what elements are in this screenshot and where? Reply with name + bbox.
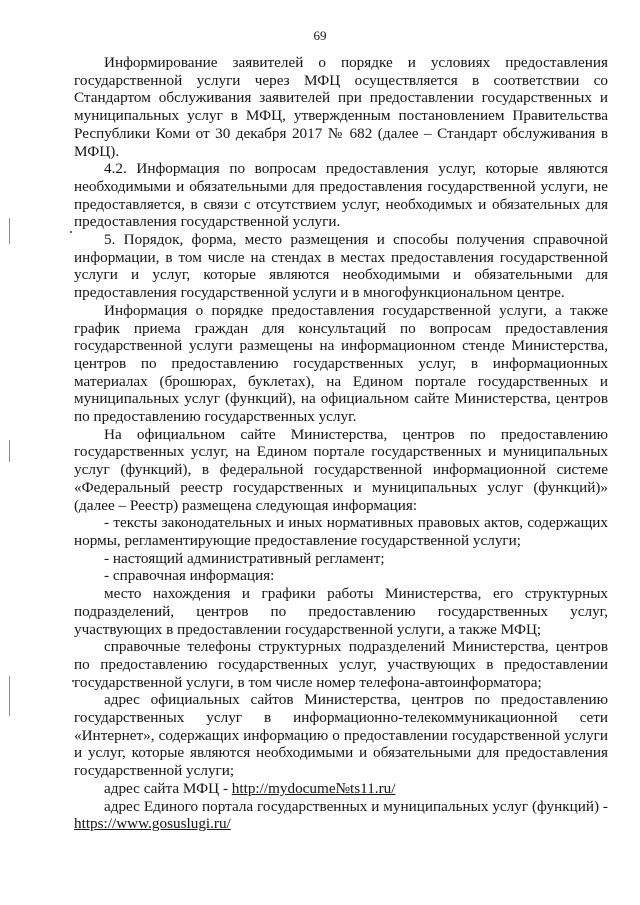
mfc-site-label: адрес сайта МФЦ - (104, 779, 232, 797)
list-item-regulation: - настоящий административный регламент; (104, 549, 385, 567)
portal-link[interactable]: https://www.gosuslugi.ru/ (74, 815, 231, 833)
paragraph-phones: справочные телефоны структурных подразделений Министерства, центров по предоставлению государственных услуг, участвующих в предоставлении государственной услуги, в том числе номер телефона-автоинформатора; (74, 638, 608, 691)
paragraph-4-2: 4.2. Информация по вопросам предоставления услуг, которые являются необходимыми и обязательными для предоставления государственной услуги, не предоставляется, в связи с отсутствием услуг, необходимых и обязательных для предоставления государственной услуги. (74, 160, 608, 231)
scan-margin-mark (9, 440, 10, 462)
list-item-legal-acts: - тексты законодательных и иных нормативных правовых актов, содержащих нормы, регламентирующие предоставление государственной услуги; (74, 514, 608, 549)
paragraph-mfc-informing: Информирование заявителей о порядке и условиях предоставления государственной услуги через МФЦ осуществляется в соответствии со Стандартом обслуживания заявителей при предоставлении государственных и муниципальных услуг в МФЦ, утвержденным постановлением Правительства Республики Коми от 30 декабря 2017 № 682 (далее – Стандарт обслуживания в МФЦ). (74, 54, 608, 160)
document-body (74, 54, 608, 833)
paragraph-location-schedule: место нахождения и графики работы Министерства, его структурных подразделений, центров по предоставлению государственных услуг, участвующих в предоставлении государственной услуги, а также МФЦ; (74, 585, 608, 638)
paragraph-portal (74, 798, 608, 833)
mfc-site-link[interactable]: http://mydocume№ts11.ru/ (231, 779, 396, 797)
scan-speck (70, 231, 72, 233)
list-item-reference-info: - справочная информация: (104, 567, 275, 585)
scan-margin-mark (9, 218, 10, 244)
paragraph-info-placement: Информация о порядке предоставления государственной услуги, а также график приема граждан для консультаций по вопросам предоставления государственной услуги размещены на информационном стенде Министерства, центров по предоставлению государственных услуг, в информационных материалах (брошюрах, буклетах), на Едином портале государственных и муниципальных услуг (функций), на официальном сайте Министерства, центров по предоставлению государственных услуг. (74, 301, 608, 426)
paragraph-mfc-site (74, 780, 608, 798)
paragraph-5-heading: 5. Порядок, форма, место размещения и способы получения справочной информации, в том числе на стендах в местах предоставления государственной услуги и услуг, которые являются необходимыми и обязательными для предоставления государственной услуги и в многофункциональном центре. (74, 231, 608, 302)
paragraph-official-site: На официальном сайте Министерства, центров по предоставлению государственных услуг, на Едином портале государственных и муниципальных услуг (функций), в федеральной государственной информационной системе «Федеральный реестр государственных и муниципальных услуг (функций)» (далее – Реестр) размещена следующая информация: (74, 425, 608, 514)
page-number: 69 (313, 28, 327, 43)
portal-label: адрес Единого портала государственных и муниципальных услуг (функций) - (104, 797, 608, 815)
paragraph-sites: адрес официальных сайтов Министерства, центров по предоставлению государственных услуг в информационно-телекоммуникационной сети «Интернет», содержащих информацию о предоставлении государственной услуги и услуг, которые являются необходимыми и обязательными для предоставления государственной услуги; (74, 691, 608, 780)
scan-margin-mark (9, 676, 10, 716)
